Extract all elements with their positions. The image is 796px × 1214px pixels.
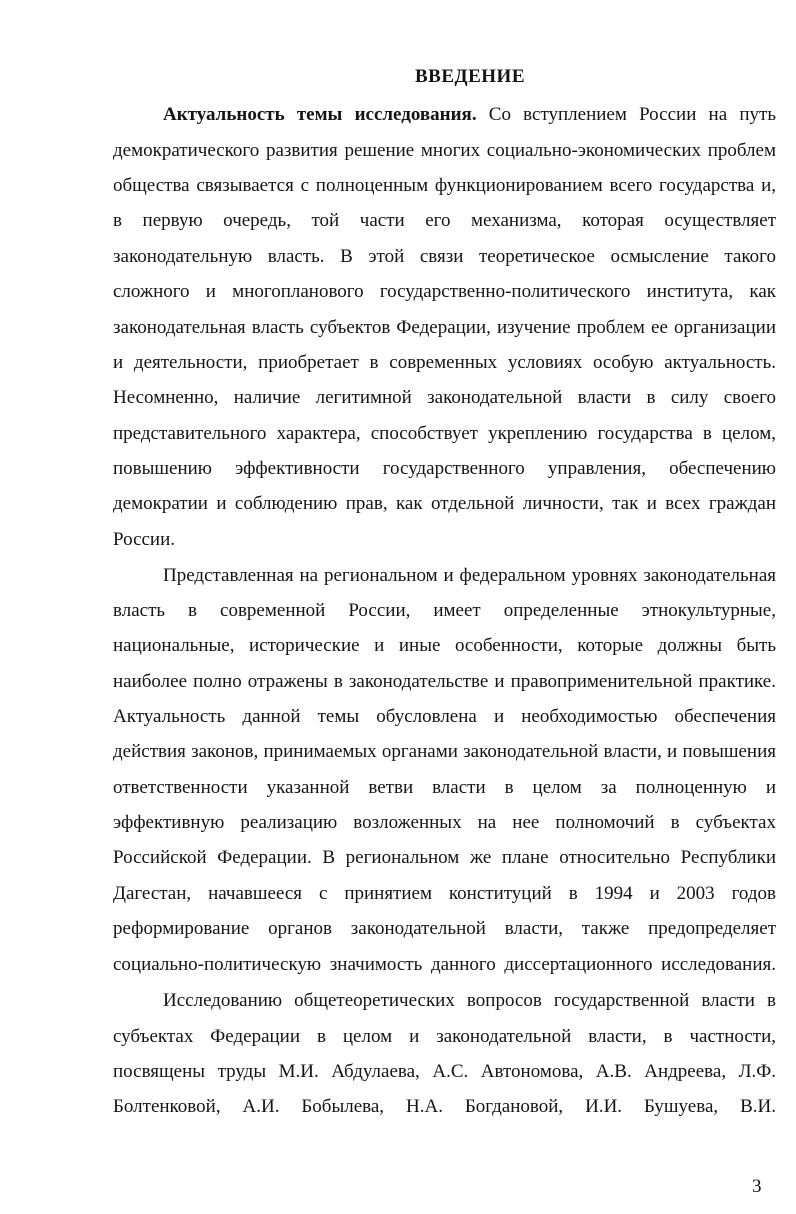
text-line: действия законов, принимаемых органами законодательной власти, и повышения bbox=[113, 741, 776, 762]
page-number: 3 bbox=[752, 1176, 762, 1197]
text-line: сложного и многопланового государственно-политического института, как bbox=[113, 281, 776, 302]
text-line: представительного характера, способствует укреплению государства в целом, bbox=[113, 423, 776, 444]
text-line: России. bbox=[113, 529, 176, 550]
text-line: повышению эффективности государственного управления, обеспечению bbox=[113, 458, 776, 479]
text-line: посвящены труды М.И. Абдулаева, А.С. Автономова, А.В. Андреева, Л.Ф. bbox=[113, 1061, 776, 1082]
text-line: субъектах Федерации в целом и законодательной власти, в частности, bbox=[113, 1026, 776, 1047]
text-line: национальные, исторические и иные особенности, которые должны быть bbox=[113, 635, 776, 656]
text-line: Актуальность данной темы обусловлена и необходимостью обеспечения bbox=[113, 706, 776, 727]
text-line: реформирование органов законодательной власти, также предопределяет bbox=[113, 918, 776, 939]
text-line: ответственности указанной ветви власти в целом за полноценную и bbox=[113, 777, 776, 798]
page-title: ВВЕДЕНИЕ bbox=[415, 66, 525, 87]
text-line: социально-политическую значимость данного диссертационного исследования. bbox=[113, 954, 776, 975]
text-line: общества связывается с полноценным функционированием всего государства и, bbox=[113, 175, 776, 196]
text-line: Исследованию общетеоретических вопросов государственной власти в bbox=[163, 990, 776, 1011]
text-line: и деятельности, приобретает в современных условиях особую актуальность. bbox=[113, 352, 776, 373]
text-line: Несомненно, наличие легитимной законодательной власти в силу своего bbox=[113, 387, 776, 408]
text-line: законодательную власть. В этой связи теоретическое осмысление такого bbox=[113, 246, 776, 267]
lead-bold-text: Актуальность темы исследования. bbox=[163, 104, 477, 125]
text-line: демократии и соблюдению прав, как отдельной личности, так и всех граждан bbox=[113, 493, 776, 514]
text-line: законодательная власть субъектов Федерации, изучение проблем ее организации bbox=[113, 317, 776, 338]
text-line: наиболее полно отражены в законодательстве и правоприменительной практике. bbox=[113, 671, 776, 692]
text-line: Российской Федерации. В региональном же плане относительно Республики bbox=[113, 847, 776, 868]
text-line: демократического развития решение многих социально-экономических проблем bbox=[113, 140, 776, 161]
text-line-fragment: Со вступлением России на путь bbox=[476, 104, 777, 125]
text-line: в первую очередь, той части его механизма, которая осуществляет bbox=[113, 210, 776, 231]
text-line bbox=[163, 103, 776, 127]
text-line: эффективную реализацию возложенных на нее полномочий в субъектах bbox=[113, 812, 776, 833]
text-line: власть в современной России, имеет определенные этнокультурные, bbox=[113, 600, 776, 621]
text-line: Представленная на региональном и федеральном уровнях законодательная bbox=[163, 565, 776, 586]
text-line: Дагестан, начавшееся с принятием конституций в 1994 и 2003 годов bbox=[113, 883, 776, 904]
text-line: Болтенковой, А.И. Бобылева, Н.А. Богдановой, И.И. Бушуева, В.И. bbox=[113, 1096, 776, 1117]
